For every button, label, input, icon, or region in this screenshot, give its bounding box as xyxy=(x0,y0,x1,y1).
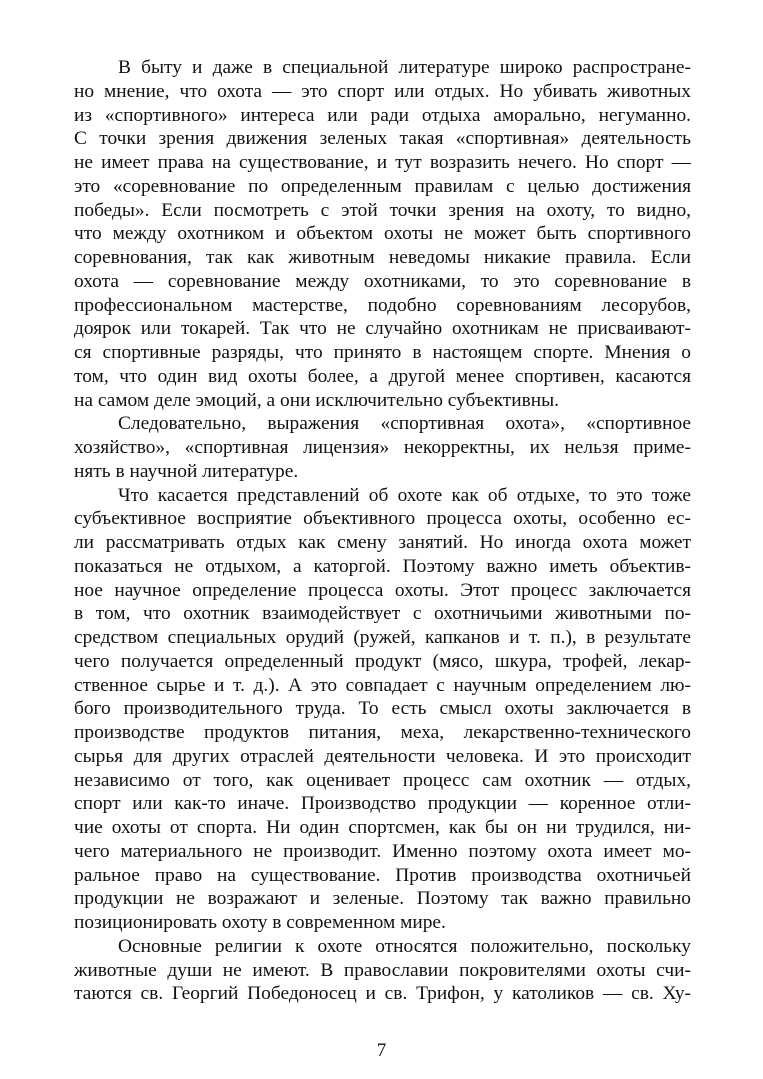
text-line: независимо от того, как оценивает процесс сам охотник — отдых, xyxy=(74,769,691,791)
page-body xyxy=(74,56,691,1006)
text-line: ся спортивные разряды, что принято в настоящем спорте. Мнения о xyxy=(74,342,691,363)
text-line: бого производительного труда. То есть смысл охоты заключается в xyxy=(74,698,691,720)
text-line: чего получается определенный продукт (мясо, шкура, трофей, лекар- xyxy=(74,650,691,672)
text-line: на самом деле эмоций, а они исключительно субъективны. xyxy=(74,389,560,411)
text-line: чего материального не производит. Именно поэтому охота имеет мо- xyxy=(74,840,691,862)
text-line: хозяйство», «спортивная лицензия» некорректны, их нельзя приме- xyxy=(74,437,691,458)
text-line: что между охотником и объектом охоты не может быть спортивного xyxy=(74,223,691,245)
text-line: позиционировать охоту в современном мире. xyxy=(74,912,446,933)
text-line: но мнение, что охота — это спорт или отдых. Но убивать животных xyxy=(74,80,691,102)
text-line: животные души не имеют. В православии покровителями охоты счи- xyxy=(74,959,691,981)
text-line: победы». Если посмотреть с этой точки зрения на охоту, то видно, xyxy=(74,199,691,221)
text-line: Следовательно, выражения «спортивная охота», «спортивное xyxy=(118,413,691,435)
paragraph-2 xyxy=(74,412,691,483)
text-line: охота — соревнование между охотниками, то это соревнование в xyxy=(74,270,691,292)
text-line: нять в научной литературе. xyxy=(74,460,299,482)
text-line: в том, что охотник взаимодействует с охотничьими животными по- xyxy=(74,603,691,625)
text-line: чие охоты от спорта. Ни один спортсмен, как бы он ни трудился, ни- xyxy=(74,817,691,838)
page-number: 7 xyxy=(376,1040,387,1061)
text-line: ное научное определение процесса охоты. Этот процесс заключается xyxy=(74,579,691,601)
paragraph-4 xyxy=(74,935,691,1006)
text-line: субъективное восприятие объективного процесса охоты, особенно ес- xyxy=(74,508,691,530)
text-line: спорт или как-то иначе. Производство продукции — коренное отли- xyxy=(74,793,691,815)
text-line: доярок или токарей. Так что не случайно охотникам не присваивают- xyxy=(74,318,691,340)
paragraph-1 xyxy=(74,56,691,412)
text-line: производстве продуктов питания, меха, лекарственно-технического xyxy=(74,722,691,743)
text-line: не имеет права на существование, и тут возразить нечего. Но спорт — xyxy=(74,152,691,173)
text-line: ственное сырье и т. д.). А это совпадает с научным определением лю- xyxy=(74,674,691,696)
text-line: профессиональном мастерстве, подобно соревнованиям лесорубов, xyxy=(74,294,691,316)
text-line: Основные религии к охоте относятся положительно, поскольку xyxy=(118,935,691,957)
text-line: ральное право на существование. Против производства охотничьей xyxy=(74,864,691,886)
text-line: Что касается представлений об охоте как об отдыхе, то это тоже xyxy=(118,484,691,506)
text-line: таются св. Георгий Победоносец и св. Трифон, у католиков — св. Ху- xyxy=(74,983,691,1005)
text-line: С точки зрения движения зеленых такая «спортивная» деятельность xyxy=(74,128,691,150)
text-line: из «спортивного» интереса или ради отдыха аморально, негуманно. xyxy=(74,104,691,126)
text-line: показаться не отдыхом, а каторгой. Поэтому важно иметь объектив- xyxy=(74,555,691,577)
text-line: том, что один вид охоты более, а другой менее спортивен, касаются xyxy=(74,365,691,387)
text-line: средством специальных орудий (ружей, капканов и т. п.), в результате xyxy=(74,627,691,648)
text-line: соревнования, так как животным неведомы никакие правила. Если xyxy=(74,247,691,268)
text-line: продукции не возражают и зеленые. Поэтому так важно правильно xyxy=(74,888,691,910)
text-line: В быту и даже в специальной литературе широко распростране- xyxy=(118,57,691,78)
paragraph-3 xyxy=(74,484,691,935)
text-line: сырья для других отраслей деятельности человека. И это происходит xyxy=(74,745,691,767)
text-line: это «соревнование по определенным правилам с целью достижения xyxy=(74,175,691,197)
text-line: ли рассматривать отдых как смену занятий. Но иногда охота может xyxy=(74,532,691,553)
